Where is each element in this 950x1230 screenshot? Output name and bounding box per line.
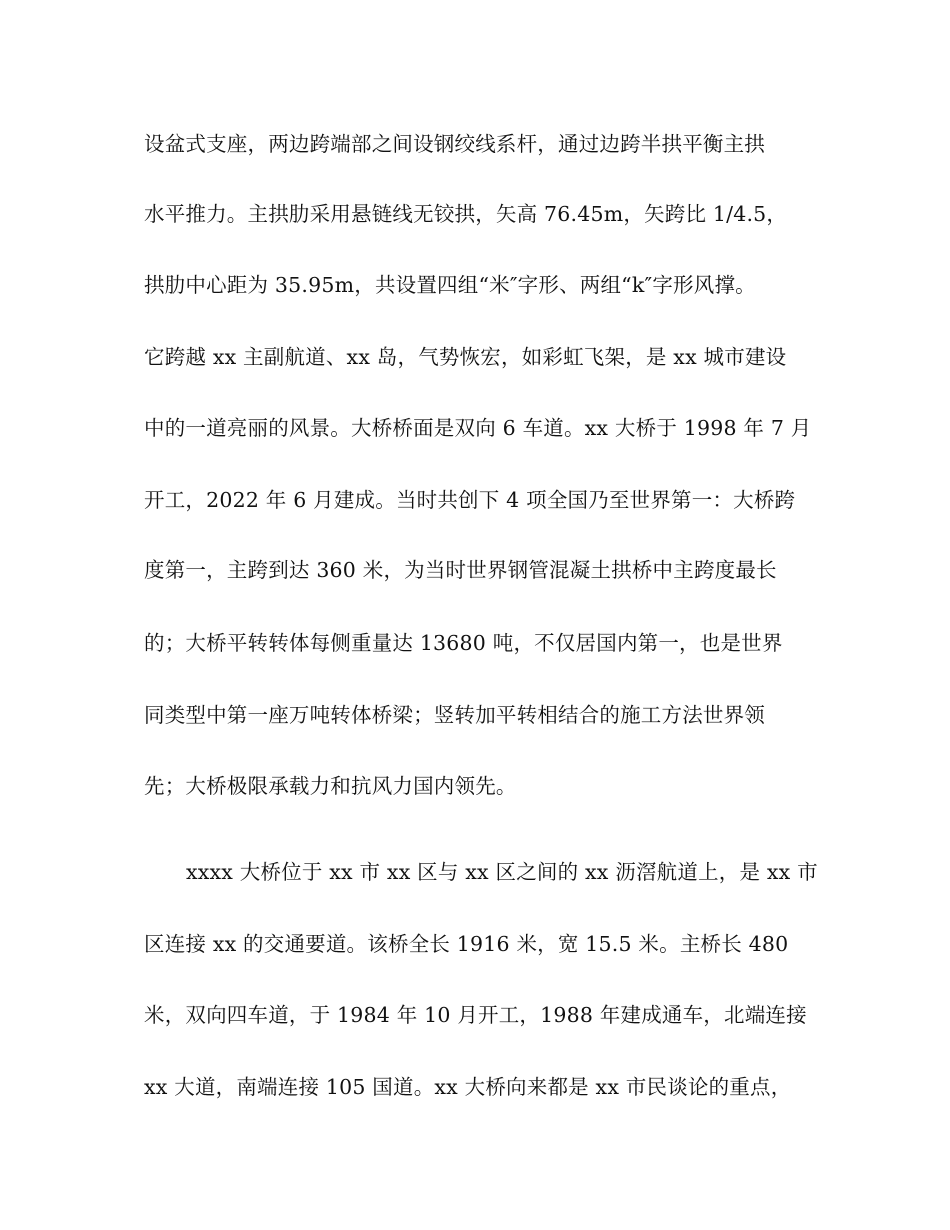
paragraph-line: 先；大桥极限承载力和抗风力国内领先。: [144, 774, 517, 798]
paragraph-line: 它跨越 xx 主副航道、xx 岛，气势恢宏，如彩虹飞架，是 xx 城市建设: [144, 345, 787, 369]
paragraph-line: 拱肋中心距为 35.95m，共设置四组“米″字形、两组“k″字形风撑。: [144, 273, 756, 297]
paragraph-line: 区连接 xx 的交通要道。该桥全长 1916 米，宽 15.5 米。主桥长 480: [144, 932, 789, 956]
paragraph-line: 中的一道亮丽的风景。大桥桥面是双向 6 车道。xx 大桥于 1998 年 7 月: [144, 416, 812, 440]
paragraph-line: xx 大道，南端连接 105 国道。xx 大桥向来都是 xx 市民谈论的重点，: [144, 1075, 792, 1099]
paragraph-line: 米，双向四车道，于 1984 年 10 月开工，1988 年建成通车，北端连接: [144, 1003, 807, 1027]
paragraph-line: 的；大桥平转转体每侧重量达 13680 吨，不仅居国内第一，也是世界: [144, 631, 783, 655]
paragraph-line: 同类型中第一座万吨转体桥梁；竖转加平转相结合的施工方法世界领: [144, 703, 765, 727]
paragraph-line-indented: xxxx 大桥位于 xx 市 xx 区与 xx 区之间的 xx 沥滘航道上，是 xx 市: [186, 860, 818, 884]
paragraph-line: 度第一，主跨到达 360 米，为当时世界钢管混凝土拱桥中主跨度最长: [144, 558, 777, 582]
paragraph-line: 设盆式支座，两边跨端部之间设钢绞线系杆，通过边跨半拱平衡主拱: [144, 132, 765, 156]
paragraph-line: 开工，2022 年 6 月建成。当时共创下 4 项全国乃至世界第一：大桥跨: [144, 488, 796, 512]
paragraph-line: 水平推力。主拱肋采用悬链线无铰拱，矢高 76.45m，矢跨比 1/4.5，: [144, 202, 788, 226]
